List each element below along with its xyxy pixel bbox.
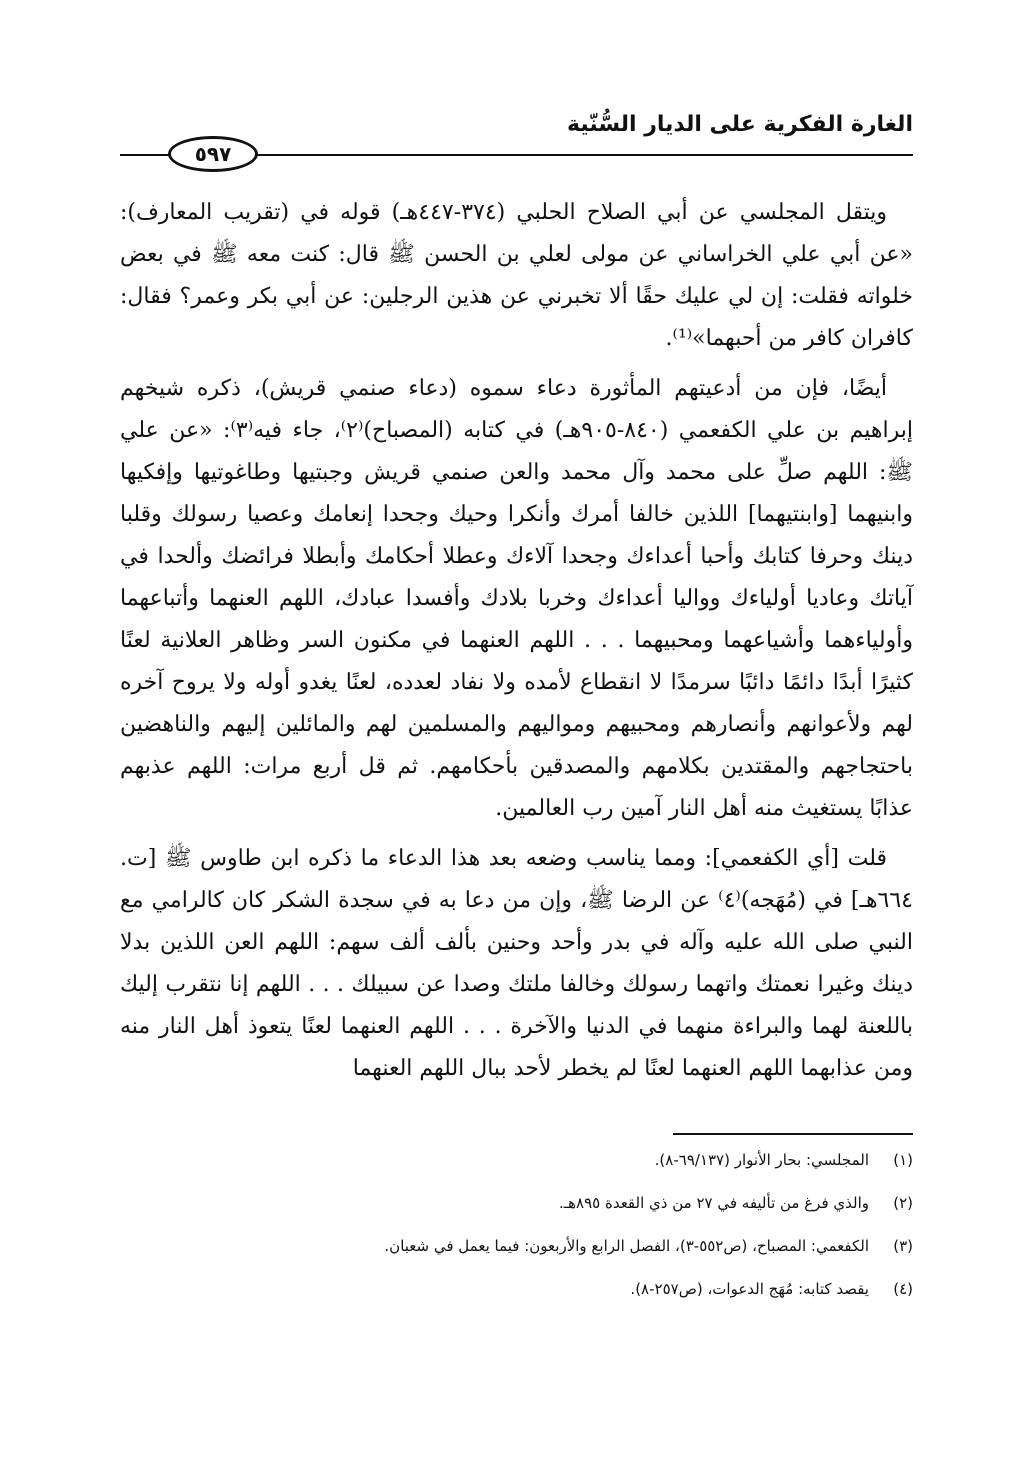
paragraph-2: أيضًا، فإن من أدعيتهم المأثورة دعاء سموه (دعاء صنمي قريش)، ذكره شيخهم إبراهيم بن علي الكفعمي (٨٤٠-٩٠٥هـ) في كتابه (المصباح)⁽٢⁾، جاء فيه⁽٣⁾: «عن علي ﷺ: اللهم صلِّ على محمد وآل محمد والعن صنمي قريش وجبتيها وطاغوتيها وإفكيها وابنيهما [وابنتيهما] اللذين خالفا أمرك وأنكرا وحيك وجحدا إنعامك وعصيا رسولك وقلبا دينك وحرفا كتابك وأحبا أعداءك وجحدا آلاءك وعطلا أحكامك وأبطلا فرائضك وألحدا في آياتك وعاديا أولياءك وواليا أعداءك وخربا بلادك وأفسدا عبادك، اللهم العنهما وأتباعهما وأولياءهما وأشياعهما ومحبيهما . . . اللهم العنهما في مكنون السر وظاهر العلانية لعنًا كثيرًا أبدًا دائمًا دائبًا سرمدًا لا انقطاع لأمده ولا نفاد لعدده، لعنًا يغدو أوله ولا يروح آخره لهم ولأعوانهم وأنصارهم ومحبيهم ومواليهم والمسلمين لهم والمائلين إليهم والناهضين باحتجاجهم والمقتدين بكلامهم والمصدقين بأحكامهم. ثم قل أربع مرات: اللهم عذبهم عذابًا يستغيث منه أهل النار آمين رب العالمين. [120, 376, 913, 821]
footnote-number: (٢) [893, 1194, 913, 1212]
footnote-4 [120, 1279, 913, 1299]
footnote-number: (٣) [893, 1237, 913, 1255]
footnote-number: (٤) [893, 1280, 913, 1298]
footnote-text: والذي فرغ من تأليفه في ٢٧ من ذي القعدة ٨٩٥هـ. [558, 1194, 869, 1212]
footnote-rule [673, 1133, 913, 1135]
footnote-2 [120, 1193, 913, 1213]
footnote-text: المجلسي: بحار الأنوار (٦٩/١٣٧-٨). [654, 1151, 869, 1169]
body-text [120, 192, 913, 1098]
footnote-text: يقصد كتابه: مُهَج الدعوات، (ص٢٥٧-٨). [630, 1280, 869, 1298]
footnote-3 [120, 1236, 913, 1256]
paragraph-3: قلت [أي الكفعمي]: ومما يناسب وضعه بعد هذا الدعاء ما ذكره ابن طاوس ﷺ [ت. ٦٦٤هـ] في (مُهَجه)⁽٤⁾ عن الرضا ﷺ، وإن من دعا به في سجدة الشكر كان كالرامي مع النبي صلى الله عليه وآله في بدر وأحد وحنين بألف ألف سهم: اللهم العن اللذين بدلا دينك وغيرا نعمتك واتهما رسولك وخالفا ملتك وصدا عن سبيلك . . . اللهم إنا نتقرب إليك باللعنة لهما والبراءة منهما في الدنيا والآخرة . . . اللهم العنهما لعنًا يتعوذ أهل النار منه ومن عذابهما اللهم العنهما لعنًا لم يخطر لأحد ببال اللهم العنهما [120, 846, 913, 1081]
footnote-1 [120, 1150, 913, 1170]
page-number-oval [168, 136, 258, 172]
footnotes [120, 1150, 913, 1322]
page-number: ٥٩٧ [194, 142, 232, 166]
running-header-title: الغارة الفكرية على الديار السُّنّية [567, 112, 913, 137]
paragraph-1: ويتقل المجلسي عن أبي الصلاح الحلبي (٣٧٤-٤٤٧هـ) قوله في (تقريب المعارف): «عن أبي علي الخراساني عن مولى لعلي بن الحسن ﷺ قال: كنت معه ﷺ في بعض خلواته فقلت: إن لي عليك حقًا ألا تخبرني عن هذين الرجلين: عن أبي بكر وعمر؟ فقال: كافران كافر من أحبهما»⁽¹⁾. [120, 200, 913, 351]
footnote-text: الكفعمي: المصباح، (ص٥٥٢-٣)، الفصل الرابع والأربعون: فيما يعمل في شعبان. [384, 1237, 869, 1255]
footnote-number: (١) [893, 1151, 913, 1169]
